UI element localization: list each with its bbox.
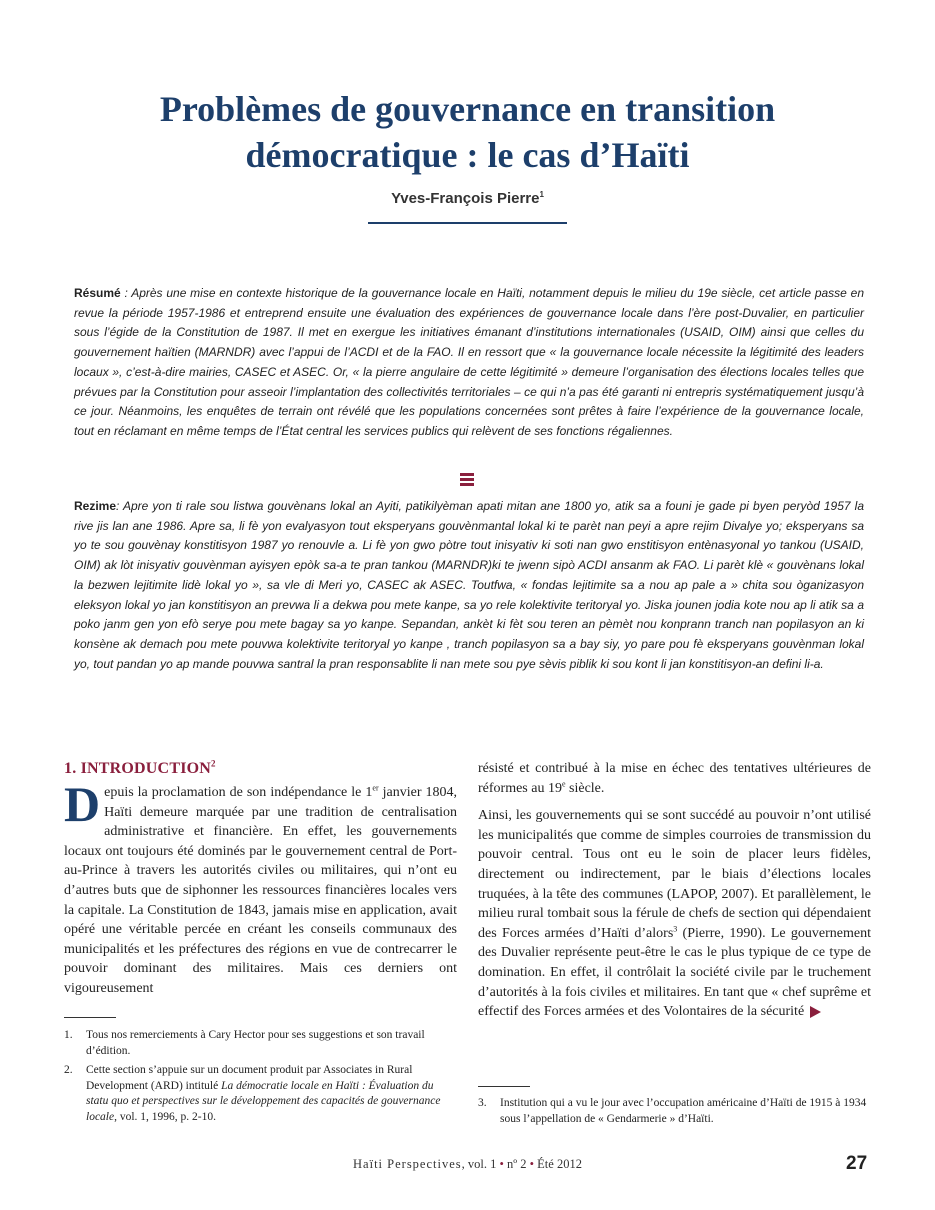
drop-cap: D (64, 776, 101, 832)
author-underline (368, 222, 567, 224)
footnote-1: 1. Tous nos remerciements à Cary Hector pour ses suggestions et son travail d’édition. (64, 1029, 425, 1057)
footnotes-right (478, 1096, 871, 1131)
journal-footer: Haïti Perspectives, vol. 1 • nº 2 • Été 2012 (353, 1157, 582, 1171)
body-column-left (64, 759, 457, 1007)
page-number: 27 (846, 1153, 868, 1174)
continue-arrow-icon (810, 1006, 821, 1018)
title-line-2: démocratique : le cas d’Haïti (245, 135, 690, 175)
footnote-rule-right (478, 1086, 530, 1087)
intro-paragraph-1-continued: résisté et contribué à la mise en échec des tentatives ultérieures de réformes au 19e siècle. (478, 761, 871, 796)
abstract-french-text: : Après une mise en contexte historique de la gouvernance locale en Haïti, notamment depuis le milieu du 19e siècle, cet article passe en revue la période 1957-1986 et entreprend ensuite une évaluation des expériences de gouvernance locale dans l’ère post-Duvalier, en particulier sous l’égide de la Constitution de 1987. Il met en exergue les initiatives émanant d’institutions internationales (USAID, OIM) ainsi que celles du gouvernement haïtien (MARNDR) avec l’appui de l’ACDI et de la FAO. Il en ressort que « la gouvernance locale nécessite la légitimité des leaders locaux », c’est-à-dire mairies, CASEC et ASEC. Or, « la pierre angulaire de cette légitimité » demeure l’organisation des élections locales telles que prévues par la Constitution pour asseoir l’implantation des collectivités territoriales – ce qui n’a pas été garanti ni entrepris systématiquement jusqu’à ce jour. Néanmoins, les enquêtes de terrain ont révélé que les populations concernées sont prêtes à faire l’expérience de la gouvernance locale, tout en réclamant en même temps de l’État central les services publics qui relèvent de ses fonctions régaliennes. (74, 286, 864, 438)
author-text: Yves-François Pierre (391, 190, 540, 207)
abstract-kreyol-text: : Apre yon ti rale sou listwa gouvènans lokal an Ayiti, patikilyèman apati mitan ane 1800 yo, atik sa a founi je gade pi byen peryòd 1957 la rive jis lan ane 1986. Apre sa, li fè yon evalyasyon tout eksperyans gouvènmantal lokal ki te parèt nan peyi a apre rejim Divalye yo; eksperyans sa yo te sou gouvènay konstitisyon 1987 yo renouvle a. Li fè yon gwo pòtre tout inisyativ ki soti nan gwo enstitisyon entènasyonal yo tankou (USAID, OIM) ak lòt inisyativ gouvènman ayisyen epòk sa-a te pran tankou (MARNDR)ki te jwenn sipò ACDI ansanm ak FAO. Li parèt klè « gouvènans lokal la bezwen lejitimite lidè lokal yo », sa vle di Meri yo, CASEC ak ASEC. Toutfwa, « fondas lejitimite sa a nou ap pale a » chita sou òganizasyon eleksyon lokal yo jan konstitisyon an prevwa li a dekwa pou mete kanpe, sa yo rele kolektivite teritoryal yo. Jiska jounen jodia kote nou ap li atik sa a poko janm gen yon efò serye pou mete bagay sa yo kanpe. Sepandan, ankèt ki fèt sou teren an pèmèt nou konprann tranch nan popilasyon an ki konsène ak demach pou mete pouvwa kolektivite teritoryal yo kanpe , tranch popilasyon sa a bay siy, yo pare pou fè eksperyans gouvènman lokal yo, tout pandan yo ap mande pouvwa santral la pran responsablite li nan mete sou pye sèvis piblik ki sou kont li jan konstitisyon-an defini li-a. (74, 499, 864, 671)
abstract-kreyol (74, 497, 864, 674)
triple-bar-separator-icon (460, 473, 474, 487)
intro-paragraph-1: Depuis la proclamation de son indépendance le 1er janvier 1804, Haïti demeure marquée par une tradition de centralisation administrative et financière. En effet, les gouvernements locaux ont toujours été dominés par le gouvernement central de Port-au-Prince à travers les autorités civiles ou militaires, qui n’ont eu d’autres buts que de siphonner les ressources financières locales vers la capitale. La Constitution de 1843, jamais mise en application, avait opéré une véritable percée en créant les conseils communaux des municipalités et les préfectures des régions en vue de contrecarrer le pouvoir dominant des militaires. Mais ces derniers ont vigoureusement (64, 776, 457, 996)
section-footnote-ref: 2 (211, 758, 216, 769)
title-line-1: Problèmes de gouvernance en transition (159, 89, 776, 129)
footnotes-left (64, 1028, 457, 1129)
author-name (0, 190, 935, 207)
footnote-3: 3. Institution qui a vu le jour avec l’occupation américaine d’Haïti de 1915 à 1934 sous l’appellation de « Gendarmerie » d’Haïti. (478, 1097, 867, 1125)
abstract-french (74, 284, 864, 442)
abstract-kreyol-label: Rezime (74, 499, 117, 513)
footnote-2: 2. Cette section s’appuie sur un document produit par Associates in Rural Development (ARD) intitulé La démocratie locale en Haïti : Évaluation du statu quo et perspectives sur le développement des capacités de gouvernance locale, vol. 1, 1996, p. 2-10. (64, 1064, 441, 1123)
journal-name: Haïti Perspectives (353, 1157, 462, 1171)
abstract-french-label: Résumé (74, 286, 121, 300)
body-column-right (478, 759, 871, 1030)
footnote-rule-left (64, 1017, 116, 1018)
article-title (60, 86, 875, 178)
author-footnote-ref: 1 (539, 190, 544, 199)
intro-paragraph-2: Ainsi, les gouvernements qui se sont succédé au pouvoir n’ont utilisé les municipalités que comme de simples courroies de transmission du pouvoir central. Tous ont eu le soin de placer leurs fidèles, directement ou indirectement, par le biais d’élections locales truquées, à la tête des communes (LAPOP, 2007). Et parallèlement, le milieu rural tombait sous la férule de chefs de section qui dépendaient des Forces armées d’Haïti d’alors$^3$ (Pierre, 1990). Le gouvernement des Duvalier représente peut-être le cas le plus typique de ce type de domination. En effet, il contrôlait la société civile par le truchement d’autorités à la fois civiles et militaires. En tant que « chef suprême et effectif des Forces armées et des Volontaires de la sécurité (478, 808, 871, 1020)
section-heading: 1. INTRODUCTION$^2$ (64, 758, 216, 777)
